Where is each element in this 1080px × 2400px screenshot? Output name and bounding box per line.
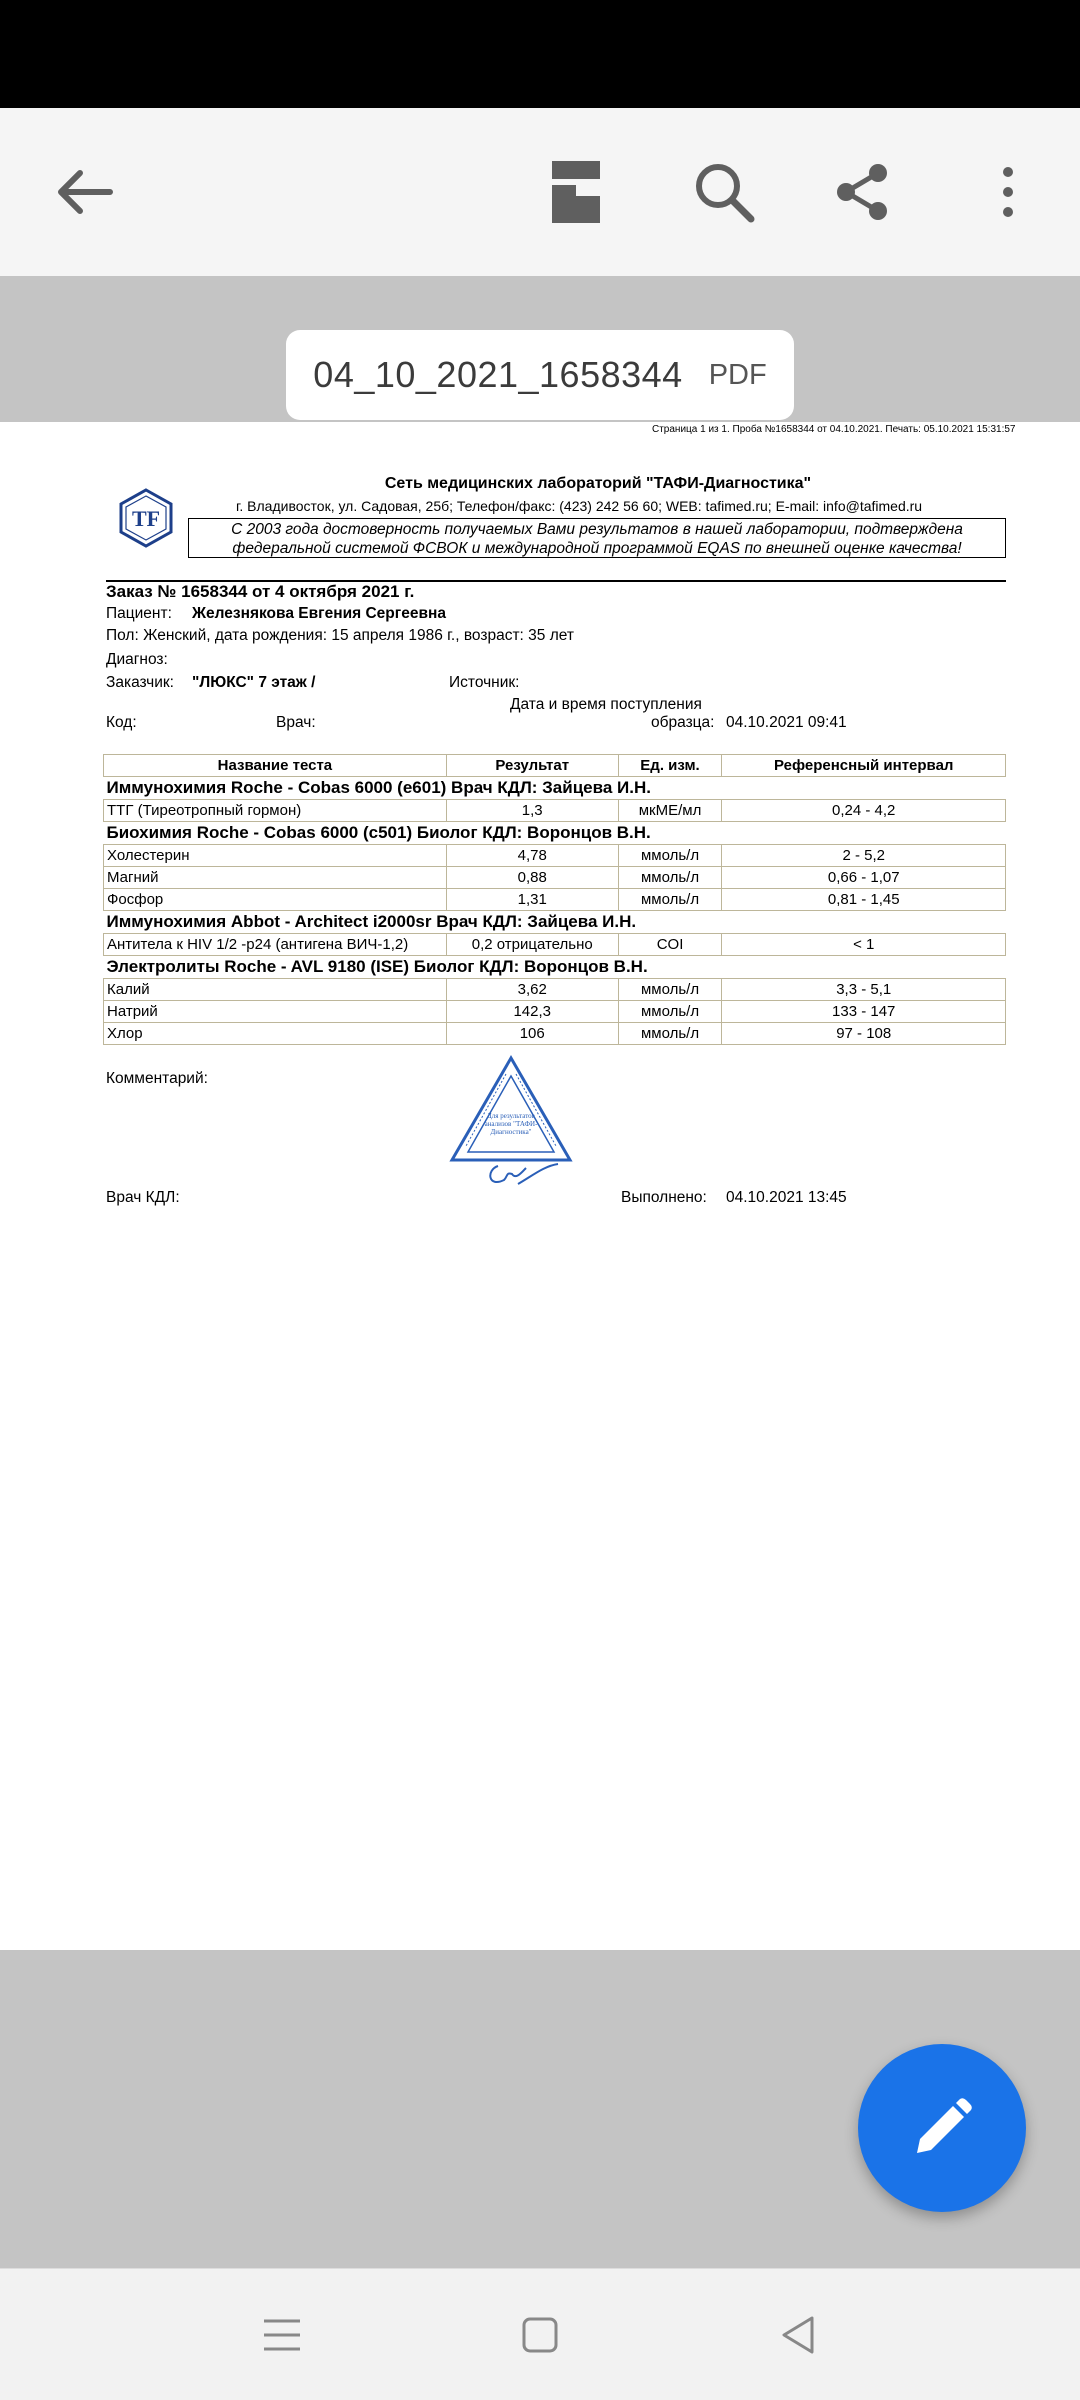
patient-info: Пол: Женский, дата рождения: 15 апреля 1986 г., возраст: 35 лет — [106, 627, 574, 644]
table-header-row — [104, 755, 1006, 777]
diagnosis-label: Диагноз: — [106, 651, 168, 668]
quality-line-1: С 2003 года достоверность получаемых Вами результатов в нашей лаборатории, подтверждена — [231, 521, 963, 538]
file-name: 04_10_2021_1658344 — [313, 354, 683, 395]
table-row — [104, 800, 1006, 822]
test-unit: ммоль/л — [618, 979, 722, 1001]
customer-value: "ЛЮКС" 7 этаж / — [192, 674, 316, 691]
customer-label: Заказчик: — [106, 674, 174, 691]
test-reference: < 1 — [722, 934, 1006, 956]
test-unit: ммоль/л — [618, 889, 722, 911]
column-header: Референсный интервал — [722, 755, 1006, 777]
order-title: Заказ № 1658344 от 4 октября 2021 г. — [106, 582, 415, 601]
column-header: Название теста — [104, 755, 447, 777]
view-mode-button[interactable] — [534, 150, 618, 234]
source-label: Источник: — [449, 674, 520, 691]
comment-label: Комментарий: — [106, 1070, 208, 1087]
test-unit: ммоль/л — [618, 867, 722, 889]
test-reference: 0,66 - 1,07 — [722, 867, 1006, 889]
table-row — [104, 889, 1006, 911]
test-name: Холестерин — [104, 845, 447, 867]
back-triangle-icon — [778, 2314, 818, 2356]
test-reference: 2 - 5,2 — [722, 845, 1006, 867]
search-icon — [693, 161, 755, 223]
section-title-row — [104, 911, 1006, 934]
test-unit: ммоль/л — [618, 1001, 722, 1023]
status-bar — [0, 0, 1080, 108]
test-name: Антитела к HIV 1/2 -p24 (антигена ВИЧ-1,2) — [104, 934, 447, 956]
test-name: Фосфор — [104, 889, 447, 911]
test-result: 1,31 — [446, 889, 618, 911]
stamp-text: Для результатов анализов "ТАФИ-Диагностика" — [484, 1112, 538, 1136]
test-unit: ммоль/л — [618, 1023, 722, 1045]
test-unit: ммоль/л — [618, 845, 722, 867]
test-name: ТТГ (Тиреотропный гормон) — [104, 800, 447, 822]
home-square-icon — [521, 2316, 559, 2354]
test-unit: мкМЕ/мл — [618, 800, 722, 822]
table-row — [104, 979, 1006, 1001]
test-result: 4,78 — [446, 845, 618, 867]
section-title-row — [104, 822, 1006, 845]
results-table — [103, 754, 1006, 1045]
test-reference: 0,24 - 4,2 — [722, 800, 1006, 822]
edit-button[interactable] — [858, 2044, 1026, 2212]
section-title: Иммунохимия Abbot - Architect i2000sr Врач КДЛ: Зайцева И.Н. — [106, 912, 637, 931]
section-title: Биохимия Roche - Cobas 6000 (c501) Биолог КДЛ: Воронцов В.Н. — [106, 823, 651, 842]
more-vert-icon — [1000, 164, 1016, 220]
print-header: Страница 1 из 1. Проба №1658344 от 04.10.2021. Печать: 05.10.2021 15:31:57 — [652, 424, 1016, 435]
section-title-row — [104, 777, 1006, 800]
test-reference: 0,81 - 1,45 — [722, 889, 1006, 911]
arrival-label: Дата и время поступления — [510, 696, 702, 713]
test-result: 106 — [446, 1023, 618, 1045]
logo-text: TF — [131, 506, 161, 531]
test-reference: 3,3 - 5,1 — [722, 979, 1006, 1001]
home-button[interactable] — [504, 2299, 576, 2371]
pencil-icon — [909, 2095, 975, 2161]
completed-label: Выполнено: — [621, 1189, 707, 1206]
section-title-row — [104, 956, 1006, 979]
system-back-button[interactable] — [762, 2299, 834, 2371]
doctor-label: Врач: — [276, 714, 316, 731]
system-nav-bar — [0, 2268, 1080, 2400]
test-name: Калий — [104, 979, 447, 1001]
test-result: 3,62 — [446, 979, 618, 1001]
back-button[interactable] — [42, 150, 126, 234]
test-result: 1,3 — [446, 800, 618, 822]
section-title: Электролиты Roche - AVL 9180 (ISE) Биолог КДЛ: Воронцов В.Н. — [106, 957, 648, 976]
doctor-kdl-label: Врач КДЛ: — [106, 1189, 180, 1206]
lab-address: г. Владивосток, ул. Садовая, 25б; Телефон/факс: (423) 242 56 60; WEB: tafimed.ru; E-mail: info@tafimed.ru — [236, 498, 923, 514]
test-name: Магний — [104, 867, 447, 889]
lab-stamp — [446, 1054, 576, 1194]
patient-name: Железнякова Евгения Сергеевна — [192, 605, 446, 622]
file-name-chip[interactable] — [286, 330, 794, 420]
test-result: 0,2 отрицательно — [446, 934, 618, 956]
test-unit: COI — [618, 934, 722, 956]
section-title: Иммунохимия Roche - Cobas 6000 (e601) Врач КДЛ: Зайцева И.Н. — [106, 778, 651, 797]
table-row — [104, 934, 1006, 956]
code-label: Код: — [106, 714, 137, 731]
test-reference: 97 - 108 — [722, 1023, 1006, 1045]
test-reference: 133 - 147 — [722, 1001, 1006, 1023]
test-name: Хлор — [104, 1023, 447, 1045]
signature — [490, 1164, 558, 1184]
patient-label: Пациент: — [106, 605, 172, 622]
column-header: Результат — [446, 755, 618, 777]
test-result: 142,3 — [446, 1001, 618, 1023]
lab-title: Сеть медицинских лабораторий "ТАФИ-Диагностика" — [384, 475, 812, 492]
table-row — [104, 1001, 1006, 1023]
search-button[interactable] — [682, 150, 766, 234]
sample-datetime: 04.10.2021 09:41 — [726, 714, 847, 731]
table-row — [104, 1023, 1006, 1045]
sample-label: образца: — [651, 714, 715, 731]
column-header: Ед. изм. — [618, 755, 722, 777]
quality-line-2: федеральной системой ФСВОК и международной программой EQAS по внешней оценке качества! — [232, 540, 962, 557]
quality-notice — [188, 518, 1006, 558]
test-result: 0,88 — [446, 867, 618, 889]
recent-apps-button[interactable] — [246, 2299, 318, 2371]
more-options-button[interactable] — [966, 150, 1050, 234]
arrow-left-icon — [54, 167, 114, 217]
file-type: PDF — [708, 358, 767, 391]
app-toolbar — [0, 108, 1080, 276]
menu-icon — [262, 2315, 302, 2355]
table-row — [104, 845, 1006, 867]
lab-logo — [118, 488, 174, 548]
completed-datetime: 04.10.2021 13:45 — [726, 1189, 847, 1206]
test-name: Натрий — [104, 1001, 447, 1023]
table-row — [104, 867, 1006, 889]
page-layout-icon — [551, 160, 601, 224]
share-icon — [832, 162, 892, 222]
share-button[interactable] — [820, 150, 904, 234]
